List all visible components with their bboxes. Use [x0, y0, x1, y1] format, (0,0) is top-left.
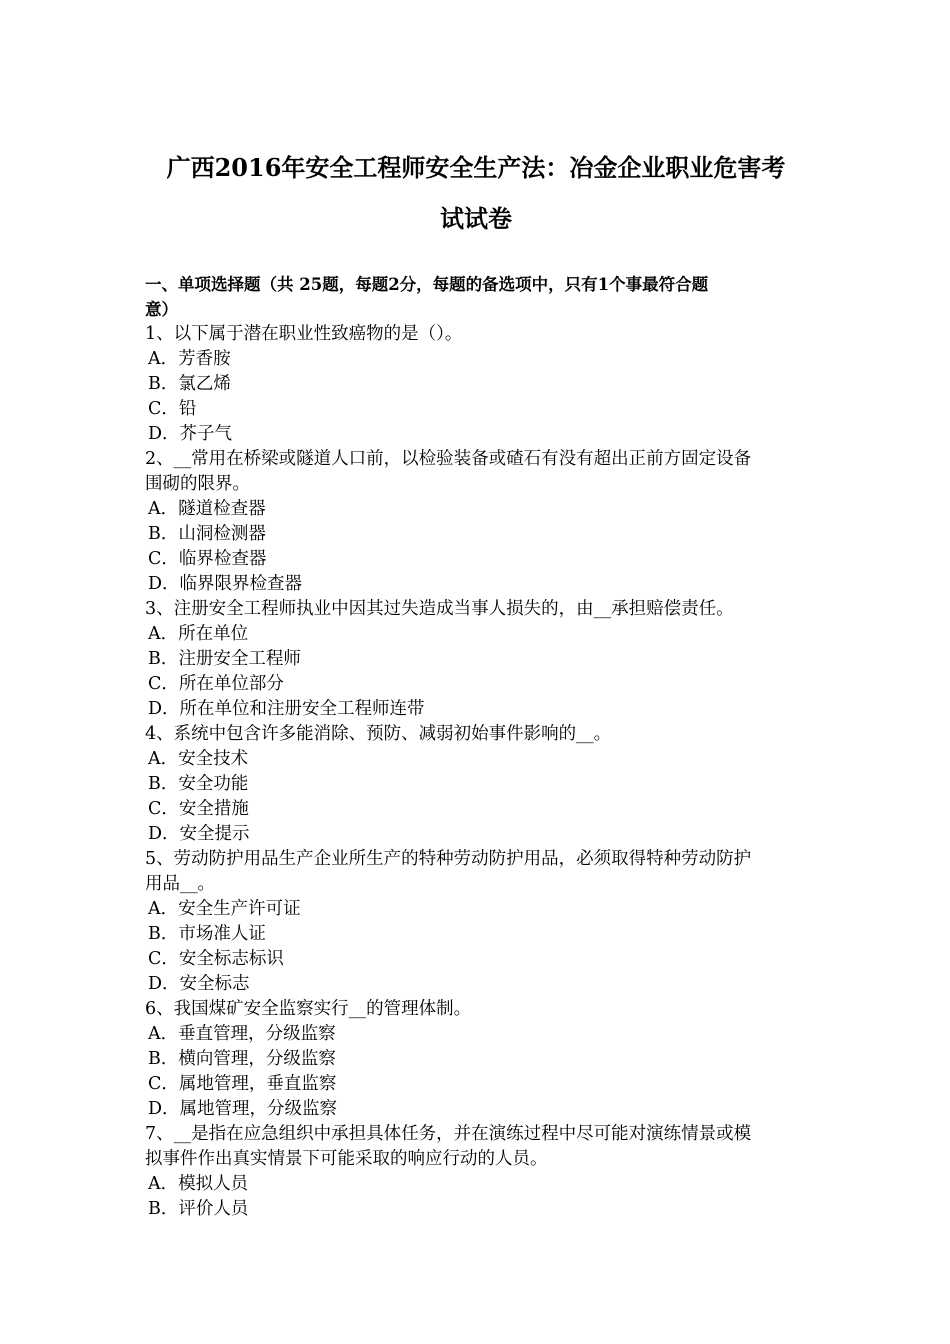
option-d: D．安全标志	[148, 974, 250, 994]
option-a: A．模拟人员	[148, 1174, 249, 1194]
option-a: A．安全生产许可证	[148, 899, 301, 919]
question-stem: 3、注册安全工程师执业中因其过失造成当事人损失的，由__承担赔偿责任。	[145, 599, 734, 619]
question-2	[145, 447, 817, 597]
option-a: A．安全技术	[148, 749, 249, 769]
question-1	[145, 322, 817, 447]
option-d: D．所在单位和注册安全工程师连带	[148, 699, 425, 719]
option-b: B．山洞检测器	[148, 524, 266, 544]
option-d: D．临界限界检查器	[148, 574, 303, 594]
option-c: C．安全措施	[148, 799, 249, 819]
option-a: A．隧道检查器	[148, 499, 266, 519]
option-b: B．氯乙烯	[148, 374, 231, 394]
document-title-line-2: 试试卷	[440, 204, 512, 233]
option-c: C．所在单位部分	[148, 674, 284, 694]
option-a: A．芳香胺	[148, 349, 231, 369]
option-c: C．安全标志标识	[148, 949, 284, 969]
section-heading-line-1: 一、单项选择题（共 25题，每题2分，每题的备选项中，只有1个事最符合题	[145, 275, 709, 294]
document-title-line-1: 广西2016年安全工程师安全生产法：冶金企业职业危害考	[166, 153, 786, 182]
question-7	[145, 1122, 817, 1222]
option-c: C．铅	[148, 399, 197, 419]
section-heading-line-2: 意）	[145, 300, 178, 319]
option-b: B．横向管理，分级监察	[148, 1049, 336, 1069]
question-stem: 7、__是指在应急组织中承担具体任务，并在演练过程中尽可能对演练情景或模	[145, 1124, 752, 1144]
question-stem-continued: 围砌的限界。	[145, 474, 250, 494]
option-c: C．属地管理，垂直监察	[148, 1074, 337, 1094]
option-b: B．注册安全工程师	[148, 649, 301, 669]
question-stem: 6、我国煤矿安全监察实行__的管理体制。	[145, 999, 472, 1019]
question-stem: 4、系统中包含许多能消除、预防、减弱初始事件影响的__。	[145, 724, 612, 744]
question-5	[145, 847, 817, 997]
option-b: B．安全功能	[148, 774, 249, 794]
question-stem: 5、劳动防护用品生产企业所生产的特种劳动防护用品，必须取得特种劳动防护	[145, 849, 752, 869]
option-a: A．垂直管理，分级监察	[148, 1024, 336, 1044]
question-stem: 1、以下属于潜在职业性致癌物的是（）。	[145, 324, 463, 344]
question-4	[145, 722, 817, 847]
option-c: C．临界检查器	[148, 549, 267, 569]
document-body	[145, 272, 817, 1222]
question-stem-continued: 拟事件作出真实情景下可能采取的响应行动的人员。	[145, 1149, 548, 1169]
option-b: B．评价人员	[148, 1199, 249, 1219]
option-a: A．所在单位	[148, 624, 249, 644]
question-stem-continued: 用品__。	[145, 874, 215, 894]
option-d: D．芥子气	[148, 424, 233, 444]
question-6	[145, 997, 817, 1122]
option-d: D．属地管理，分级监察	[148, 1099, 338, 1119]
option-d: D．安全提示	[148, 824, 250, 844]
question-3	[145, 597, 817, 722]
question-stem: 2、__常用在桥梁或隧道人口前，以检验装备或碴石有没有超出正前方固定设备	[145, 449, 752, 469]
option-b: B．市场准人证	[148, 924, 266, 944]
